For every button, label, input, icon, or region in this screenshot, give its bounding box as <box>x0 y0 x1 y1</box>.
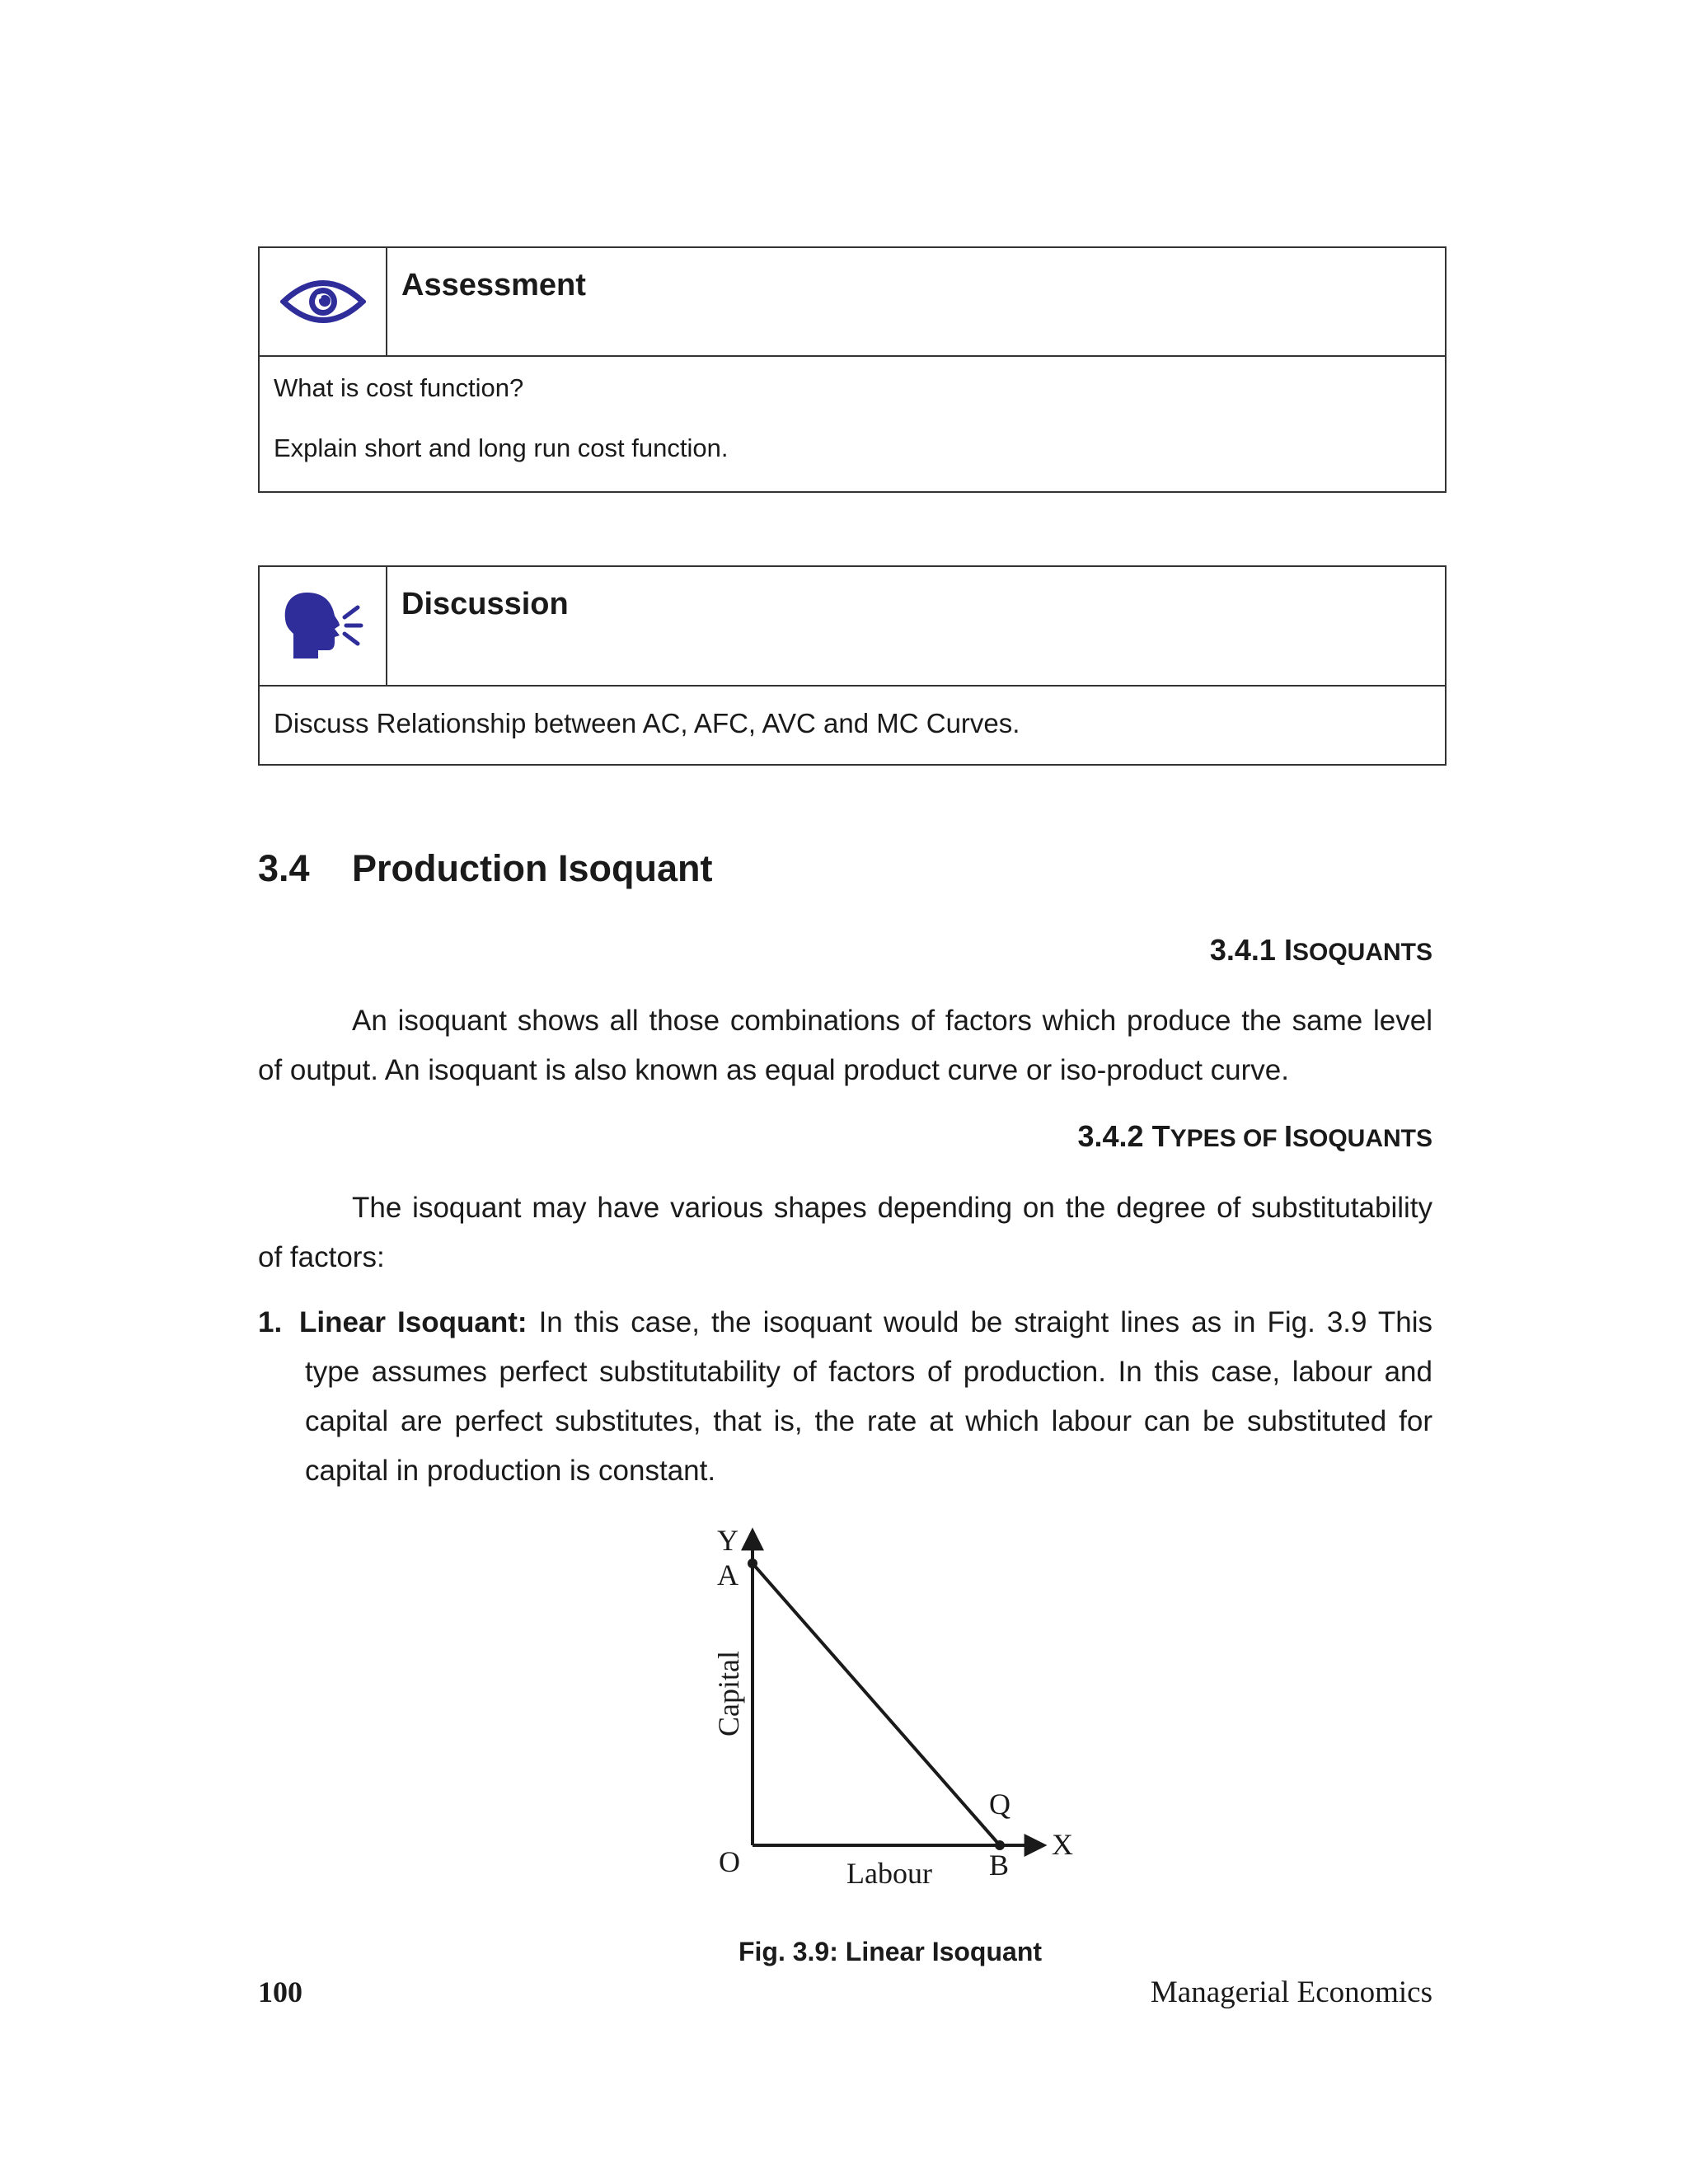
list-item-text: In this case, the isoquant would be straight lines as in Fig. 3.9 This type assumes perfect substitutability of factors of production. In this case, labour and capital are perfect substitutes, that is, the rate at which labour can be substituted for capital in production is constant. <box>305 1306 1432 1487</box>
x-axis-title: Labour <box>846 1857 932 1890</box>
linear-isoquant-figure <box>676 1521 1104 1900</box>
isoquant-line <box>753 1563 1000 1845</box>
isoquant-diagram <box>676 1521 1104 1900</box>
subsection-heading-isoquants <box>1210 933 1432 968</box>
list-item <box>258 1298 1432 1496</box>
subsection-number: 3.4.2 <box>1077 1119 1144 1153</box>
y-axis-label: Y <box>717 1524 738 1557</box>
paragraph-isoquant-shapes: The isoquant may have various shapes depending on the degree of substitutability of factors: <box>258 1192 1432 1273</box>
subsection-title-rest: SOQUANTS <box>1292 939 1432 966</box>
y-axis-title: Capital <box>712 1651 745 1736</box>
assessment-header <box>260 248 1445 357</box>
section-number: 3.4 <box>258 847 310 889</box>
speaking-head-icon <box>282 589 364 663</box>
point-q-label: Q <box>989 1788 1010 1821</box>
subsection-title-initial: I <box>1283 933 1292 967</box>
x-axis-label: X <box>1052 1828 1073 1861</box>
discussion-icon-cell <box>260 567 387 685</box>
subsection-title-rest-2: SOQUANTS <box>1292 1125 1432 1152</box>
eye-icon <box>280 276 366 327</box>
assessment-question-2: Explain short and long run cost function. <box>274 434 729 463</box>
paragraph-isoquant-definition: An isoquant shows all those combinations of factors which produce the same level of output. An isoquant is also known as equal product curve or iso-product curve. <box>258 1005 1432 1086</box>
discussion-text: Discuss Relationship between AC, AFC, AVC and MC Curves. <box>274 708 1020 738</box>
assessment-body <box>260 357 1445 480</box>
list-item-number: 1. <box>258 1306 283 1338</box>
discussion-header <box>260 567 1445 687</box>
point-a-label: A <box>717 1558 738 1591</box>
discussion-box <box>258 565 1447 766</box>
origin-label: O <box>719 1845 740 1878</box>
assessment-title: Assessment <box>401 268 586 302</box>
subsection-number: 3.4.1 <box>1209 933 1276 967</box>
subsection-title-rest: YPES OF <box>1170 1125 1284 1152</box>
figure-caption: Fig. 3.9: Linear Isoquant <box>738 1937 1043 1966</box>
point-a-marker <box>748 1558 757 1568</box>
point-b-label: B <box>989 1849 1010 1882</box>
assessment-question-1: What is cost function? <box>274 373 524 402</box>
subsection-title-initial-2: I <box>1283 1119 1292 1153</box>
section-heading <box>258 847 712 890</box>
assessment-box <box>258 246 1447 493</box>
page-number: 100 <box>258 1975 302 2008</box>
discussion-body <box>260 687 1445 756</box>
assessment-icon-cell <box>260 248 387 355</box>
list-item-label: Linear Isoquant: <box>299 1306 528 1338</box>
discussion-title: Discussion <box>401 587 569 621</box>
book-title: Managerial Economics <box>1150 1975 1432 2009</box>
subsection-title-initial: T <box>1151 1119 1170 1153</box>
section-title: Production Isoquant <box>352 847 713 889</box>
subsection-heading-types <box>1078 1119 1433 1154</box>
